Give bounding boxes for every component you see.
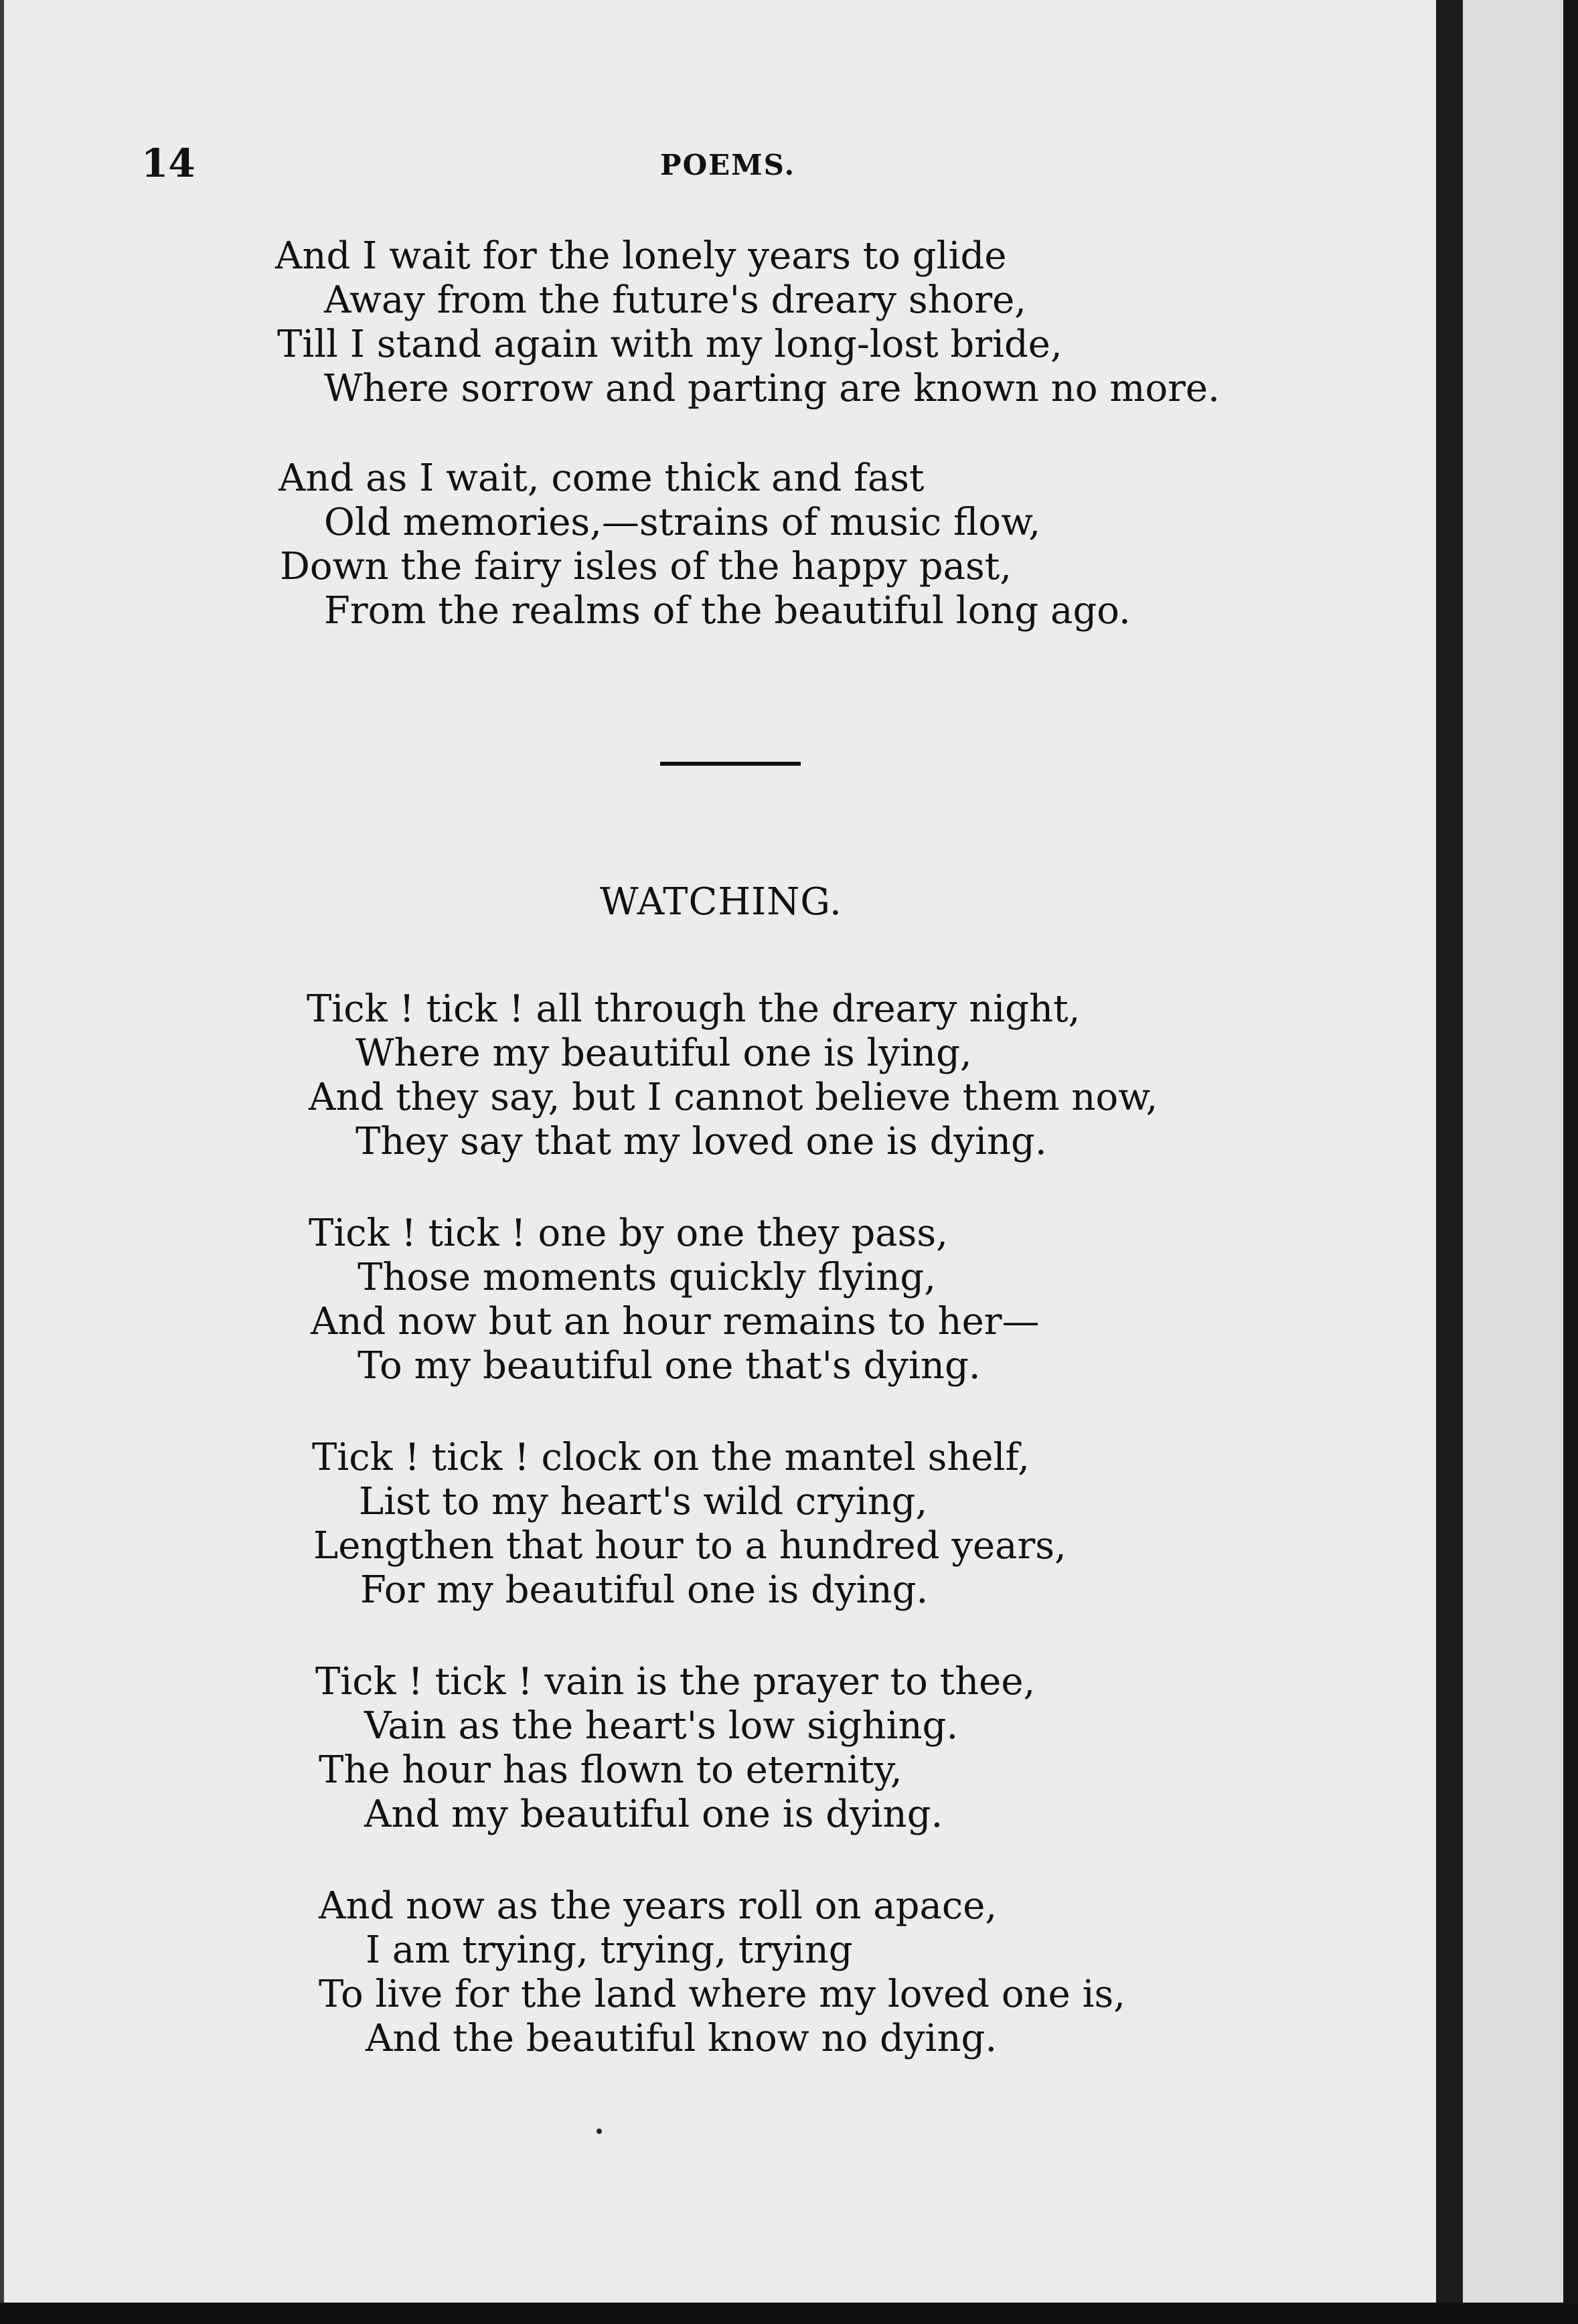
verse-line: Lengthen that hour to a hundred years,	[313, 1524, 1067, 1568]
verse-line: Old memories,—strains of music flow,	[324, 501, 1041, 544]
verse-line: And they say, but I cannot believe them now,	[309, 1076, 1158, 1119]
verse-line: Where sorrow and parting are known no more.	[324, 367, 1220, 410]
verse-line: To live for the land where my loved one is,	[319, 1973, 1126, 2016]
scan-border	[0, 2303, 1578, 2324]
verse-line: Those moments quickly flying,	[358, 1256, 937, 1299]
verse-line: They say that my loved one is dying.	[356, 1120, 1047, 1163]
verse-line: And as I wait, come thick and fast	[279, 456, 925, 500]
verse-line: Tick ! tick ! all through the dreary night,	[307, 987, 1081, 1031]
verse-line: For my beautiful one is dying.	[360, 1568, 929, 1612]
verse-line: Away from the future's dreary shore,	[324, 278, 1027, 322]
verse-line: Till I stand again with my long-lost bride,	[277, 323, 1062, 366]
verse-line: And the beautiful know no dying.	[366, 2017, 998, 2060]
verse-line: Down the fairy isles of the happy past,	[280, 545, 1012, 588]
ink-speck	[597, 2129, 602, 2134]
verse-line: I am trying, trying, trying	[366, 1928, 853, 1972]
poem-title: WATCHING.	[600, 880, 842, 924]
verse-line: List to my heart's wild crying,	[359, 1480, 928, 1523]
adjacent-page-edge	[1463, 0, 1563, 2303]
verse-line: And now as the years roll on apace,	[319, 1884, 998, 1928]
verse-line: Tick ! tick ! one by one they pass,	[309, 1212, 948, 1255]
verse-line: Where my beautiful one is lying,	[356, 1031, 972, 1075]
verse-line: Tick ! tick ! vain is the prayer to thee,	[315, 1660, 1036, 1704]
section-divider	[660, 762, 801, 766]
verse-line: Tick ! tick ! clock on the mantel shelf,	[312, 1436, 1030, 1479]
book-spine	[1436, 0, 1463, 2324]
running-head: POEMS.	[660, 149, 796, 181]
verse-line: And my beautiful one is dying.	[364, 1793, 943, 1836]
verse-line: To my beautiful one that's dying.	[358, 1344, 981, 1388]
verse-line: And now but an hour remains to her—	[311, 1300, 1040, 1343]
verse-line: The hour has flown to eternity,	[319, 1748, 902, 1792]
page-number: 14	[141, 141, 195, 186]
verse-line: From the realms of the beautiful long ago.	[324, 589, 1131, 633]
verse-line: And I wait for the lonely years to glide	[275, 234, 1007, 278]
verse-line: Vain as the heart's low sighing.	[364, 1704, 959, 1748]
